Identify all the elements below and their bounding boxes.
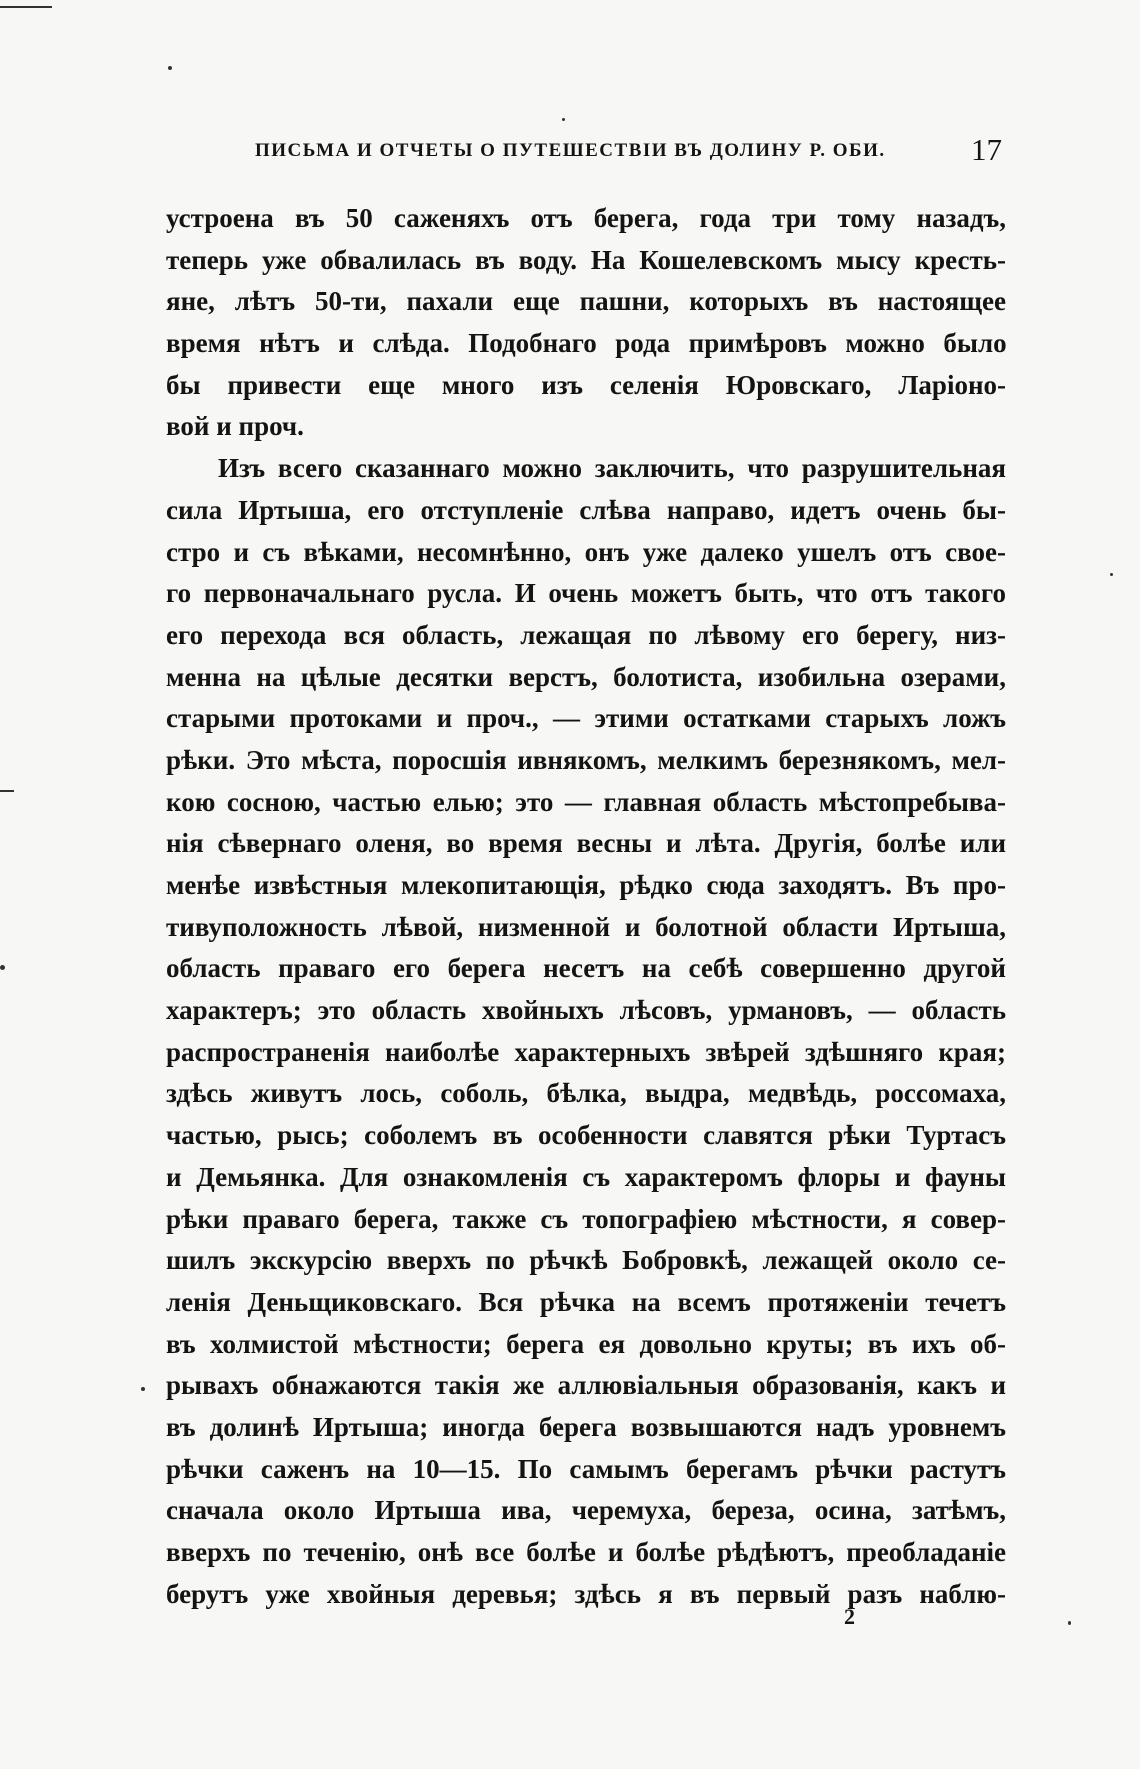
text-line: сначала около Иртыша ива, черемуха, береза, осина, затѣмъ,: [166, 1495, 1006, 1526]
text-line: его перехода вся область, лежащая по лѣвому его берегу, низ-: [166, 619, 1006, 650]
text-line: тивуположность лѣвой, низменной и болотной области Иртыша,: [166, 911, 1006, 942]
page-number: 17: [971, 132, 1002, 167]
text-line: старыми протоками и проч., — этими остатками старыхъ ложъ: [166, 703, 1006, 734]
text-line: го первоначальнаго русла. И очень можетъ быть, что отъ такого: [166, 578, 1006, 609]
scan-speck: [0, 965, 5, 970]
text-line: устроена въ 50 саженяхъ отъ берега, года три тому назадъ,: [166, 203, 1006, 233]
text-line: рывахъ обнажаются такія же аллювіальныя образованія, какъ и: [166, 1370, 1006, 1401]
text-line: рѣки. Это мѣста, поросшія ивнякомъ, мелкимъ березнякомъ, мел-: [166, 744, 1006, 775]
text-line: распространенія наиболѣе характерныхъ звѣрей здѣшняго края;: [166, 1036, 1006, 1067]
text-line: область праваго его берега несетъ на себѣ совершенно другой: [166, 953, 1006, 984]
text-line: сила Иртыша, его отступленіе слѣва направо, идетъ очень бы-: [166, 494, 1006, 525]
text-line: яне, лѣтъ 50-ти, пахали еще пашни, которыхъ въ настоящее: [166, 286, 1006, 317]
text-line: въ долинѣ Иртыша; иногда берега возвышаются надъ уровнемъ: [166, 1411, 1006, 1442]
scan-speck: [562, 118, 565, 121]
text-line: нія сѣвернаго оленя, во время весны и лѣта. Другія, болѣе или: [166, 828, 1006, 859]
text-line: теперь уже обвалилась въ воду. На Кошелевскомъ мысу кресть-: [166, 244, 1006, 275]
text-line: вой и проч.: [166, 411, 304, 442]
text-line: вверхъ по теченію, онѣ все болѣе и болѣе рѣдѣютъ, преобладаніе: [166, 1537, 1006, 1567]
text-line: шилъ экскурсію вверхъ по рѣчкѣ Бобровкѣ, лежащей около се-: [166, 1245, 1006, 1276]
text-line: ленія Деньщиковскаго. Вся рѣчка на всемъ протяженіи течетъ: [166, 1286, 1006, 1317]
scan-speck: [141, 1387, 145, 1391]
text-line: время нѣтъ и слѣда. Подобнаго рода примѣровъ можно было: [166, 328, 1006, 359]
text-line: въ холмистой мѣстности; берега ея довольно круты; въ ихъ об-: [166, 1328, 1006, 1359]
page-header: [167, 132, 1002, 168]
scan-speck: [1068, 1621, 1071, 1625]
scan-edge-mark: [0, 790, 14, 792]
scan-speck: [168, 66, 172, 70]
running-title: ПИСЬМА И ОТЧЕТЫ О ПУТЕШЕСТВІИ ВЪ ДОЛИНУ Р. ОБИ.: [255, 140, 886, 161]
text-line: менѣе извѣстныя млекопитающія, рѣдко сюда заходятъ. Въ про-: [166, 870, 1006, 900]
text-line: характеръ; это область хвойныхъ лѣсовъ, урмановъ, — область: [166, 995, 1006, 1026]
paragraph-start-line: Изъ всего сказаннаго можно заключить, что разрушительная: [218, 453, 1006, 484]
scan-edge-mark: [0, 6, 52, 8]
text-line: здѣсь живутъ лось, соболь, бѣлка, выдра, медвѣдь, россомаха,: [166, 1078, 1006, 1109]
text-line: частью, рысь; соболемъ въ особенности славятся рѣки Туртасъ: [166, 1120, 1006, 1151]
body-text: [166, 198, 1006, 1615]
text-line: бы привести еще много изъ селенія Юровскаго, Ларіоно-: [166, 369, 1006, 400]
text-line: рѣчки саженъ на 10—15. По самымъ берегамъ рѣчки растутъ: [166, 1453, 1006, 1484]
text-line: и Демьянка. Для ознакомленія съ характеромъ флоры и фауны: [166, 1161, 1006, 1192]
text-line: стро и съ вѣками, несомнѣнно, онъ уже далеко ушелъ отъ свое-: [166, 536, 1006, 567]
signature-mark: 2: [844, 1604, 855, 1629]
text-line: берутъ уже хвойныя деревья; здѣсь я въ первый разъ наблю-: [166, 1578, 1006, 1609]
text-line: кою сосною, частью елью; это — главная область мѣстопребыва-: [166, 786, 1006, 817]
scan-speck: [1110, 573, 1113, 576]
text-line: менна на цѣлые десятки верстъ, болотиста, изобильна озерами,: [166, 661, 1006, 692]
text-line: рѣки праваго берега, также съ топографіею мѣстности, я совер-: [166, 1203, 1006, 1234]
